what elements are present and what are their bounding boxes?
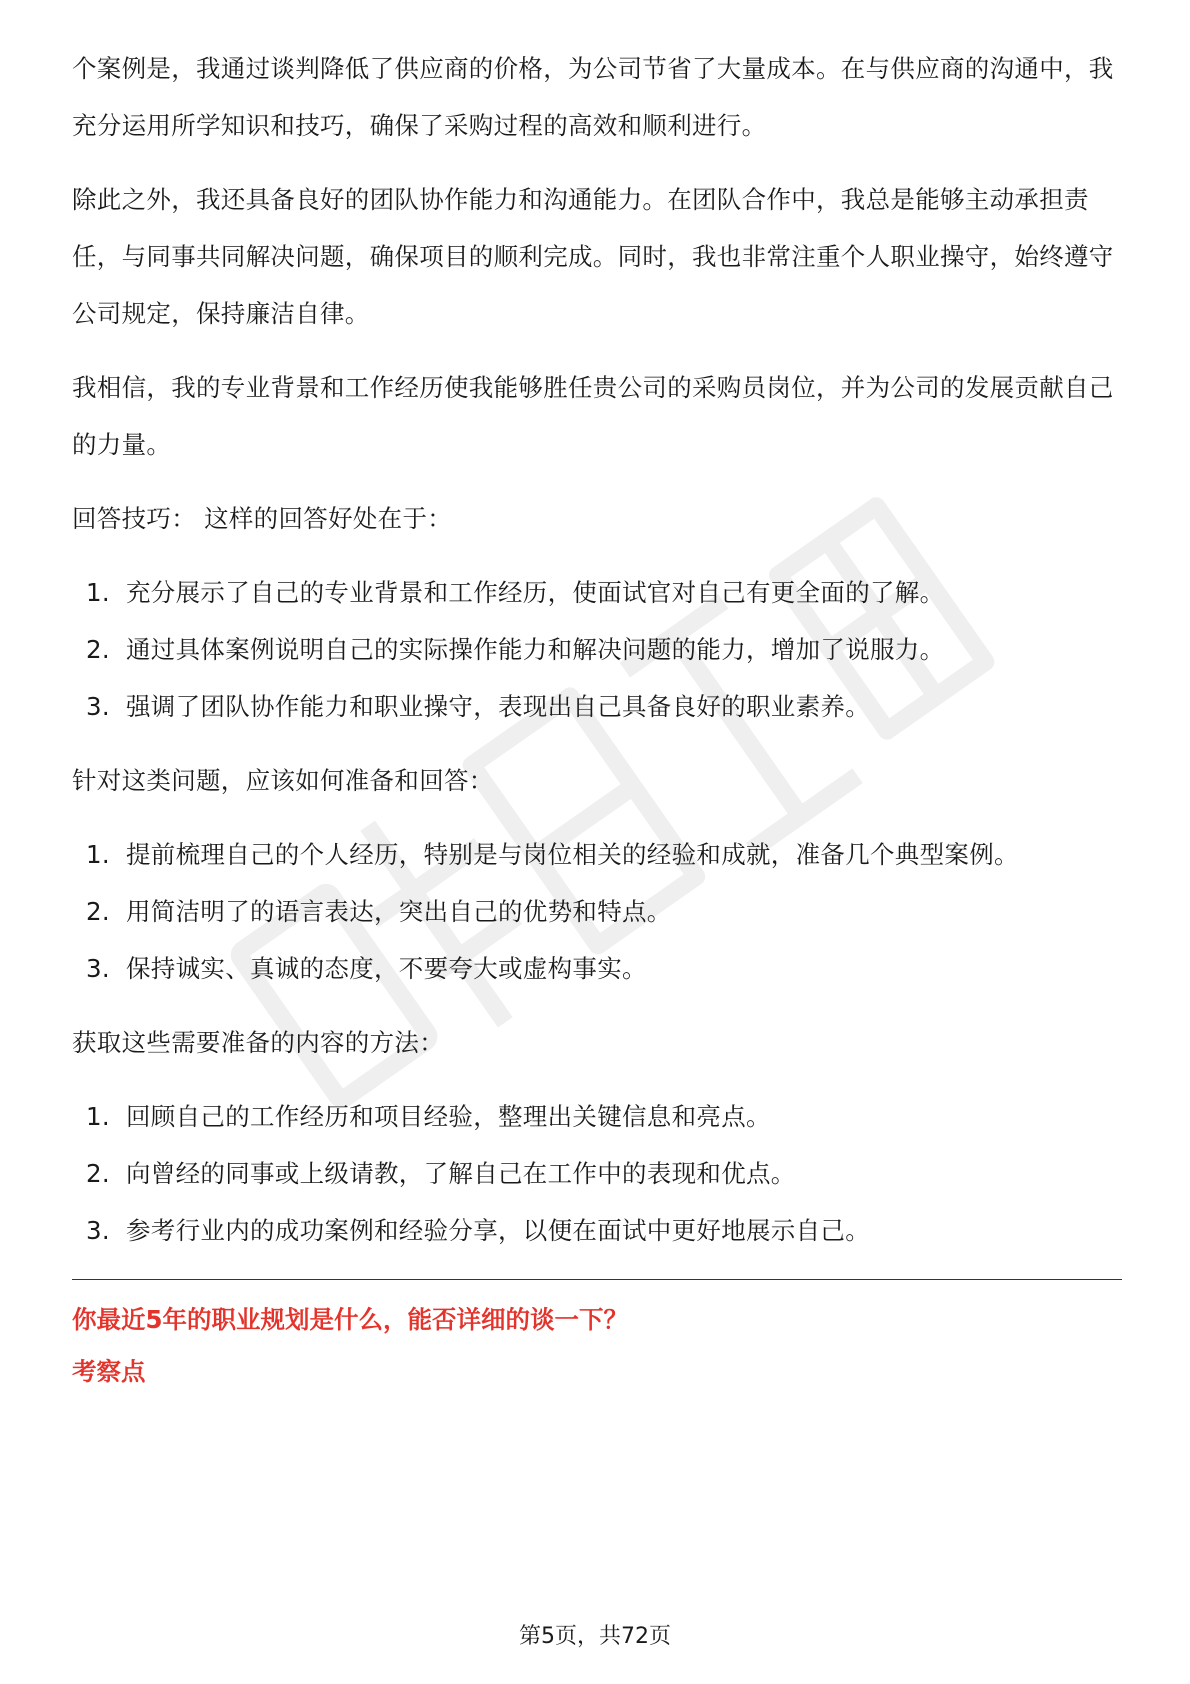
list-number: 1. <box>86 578 110 607</box>
list-number: 1. <box>86 840 110 869</box>
list-number: 2. <box>86 635 110 664</box>
list-item-text: 强调了团队协作能力和职业操守，表现出自己具备良好的职业素养。 <box>126 692 870 721</box>
list-item <box>72 1088 1122 1145</box>
list-item <box>72 1202 1122 1259</box>
list-item <box>72 940 1122 997</box>
list-item-text: 向曾经的同事或上级请教，了解自己在工作中的表现和优点。 <box>126 1159 796 1188</box>
page-number: 第5页，共72页 <box>519 1624 671 1649</box>
methods-heading: 获取这些需要准备的内容的方法： <box>72 1028 444 1057</box>
question-subheading: 考察点 <box>72 1357 146 1386</box>
section-divider <box>72 1279 1122 1280</box>
list-item-text: 充分展示了自己的专业背景和工作经历，使面试官对自己有更全面的了解。 <box>126 578 945 607</box>
paragraph-teamwork: 除此之外，我还具备良好的团队协作能力和沟通能力。在团队合作中，我总是能够主动承担责任，与同事共同解决问题，确保项目的顺利完成。同时，我也非常注重个人职业操守，始终遵守公司规定，保持廉洁自律。 <box>72 185 1114 328</box>
document-page <box>72 40 1122 1398</box>
paragraph-conclusion: 我相信，我的专业背景和工作经历使我能够胜任贵公司的采购员岗位，并为公司的发展贡献自己的力量。 <box>72 373 1114 459</box>
list-number: 2. <box>86 1159 110 1188</box>
list-item <box>72 621 1122 678</box>
list-number: 3. <box>86 692 110 721</box>
list-number: 3. <box>86 954 110 983</box>
list-item <box>72 1145 1122 1202</box>
list-item-text: 保持诚实、真诚的态度，不要夸大或虚构事实。 <box>126 954 647 983</box>
question-title: 你最近5年的职业规划是什么，能否详细的谈一下？ <box>72 1305 629 1334</box>
list-number: 2. <box>86 897 110 926</box>
list-item-text: 用简洁明了的语言表达，突出自己的优势和特点。 <box>126 897 672 926</box>
list-item-text: 通过具体案例说明自己的实际操作能力和解决问题的能力，增加了说服力。 <box>126 635 945 664</box>
prepare-heading: 针对这类问题，应该如何准备和回答： <box>72 766 494 795</box>
list-number: 1. <box>86 1102 110 1131</box>
prepare-list <box>72 826 1122 997</box>
list-item-text: 提前梳理自己的个人经历，特别是与岗位相关的经验和成就，准备几个典型案例。 <box>126 840 1019 869</box>
list-item-text: 参考行业内的成功案例和经验分享，以便在面试中更好地展示自己。 <box>126 1216 870 1245</box>
tips-list <box>72 564 1122 735</box>
list-number: 3. <box>86 1216 110 1245</box>
list-item <box>72 826 1122 883</box>
list-item <box>72 883 1122 940</box>
list-item-text: 回顾自己的工作经历和项目经验，整理出关键信息和亮点。 <box>126 1102 771 1131</box>
list-item <box>72 564 1122 621</box>
paragraph-supplier-case: 个案例是，我通过谈判降低了供应商的价格，为公司节省了大量成本。在与供应商的沟通中，我充分运用所学知识和技巧，确保了采购过程的高效和顺利进行。 <box>72 54 1114 140</box>
methods-list <box>72 1088 1122 1259</box>
list-item <box>72 678 1122 735</box>
tips-heading: 回答技巧： 这样的回答好处在于： <box>72 504 453 533</box>
